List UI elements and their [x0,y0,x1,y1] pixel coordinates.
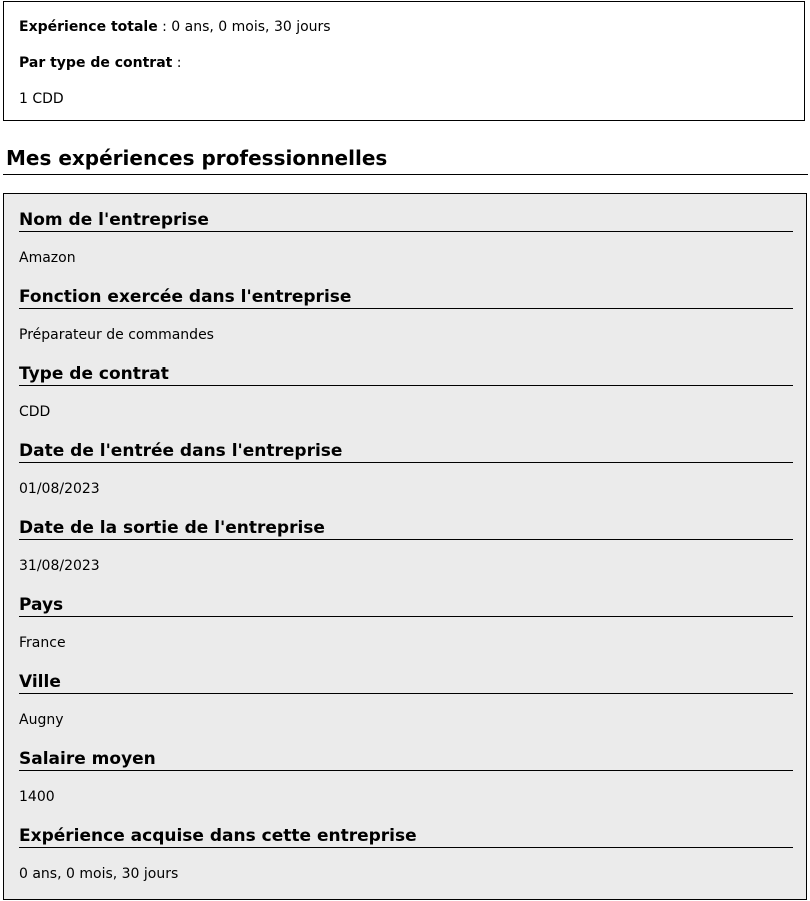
field-value: 0 ans, 0 mois, 30 jours [19,866,179,882]
total-experience-label: Expérience totale [19,19,158,35]
field-acquired-experience [19,825,793,883]
total-experience-value: : 0 ans, 0 mois, 30 jours [157,19,331,35]
field-label: Type de contrat [19,363,793,386]
field-value: 01/08/2023 [19,481,100,497]
field-contract-type [19,363,793,421]
field-city [19,671,793,729]
field-start-date [19,440,793,498]
section-divider [3,174,808,175]
field-country [19,594,793,652]
field-label: Fonction exercée dans l'entreprise [19,286,793,309]
field-job-function [19,286,793,344]
field-value: Augny [19,712,64,728]
field-label: Date de l'entrée dans l'entreprise [19,440,793,463]
contract-type-label: Par type de contrat [19,55,173,71]
field-label: Nom de l'entreprise [19,209,793,232]
field-label: Pays [19,594,793,617]
field-label: Date de la sortie de l'entreprise [19,517,793,540]
field-label: Expérience acquise dans cette entreprise [19,825,793,848]
field-value: Préparateur de commandes [19,327,214,343]
field-value: 1400 [19,789,55,805]
field-label: Salaire moyen [19,748,793,771]
field-end-date [19,517,793,575]
field-label: Ville [19,671,793,694]
field-value: Amazon [19,250,76,266]
contract-type-line [19,54,182,72]
field-value: CDD [19,404,51,420]
experience-card [3,193,807,900]
field-value: France [19,635,66,651]
total-experience-line [19,18,331,36]
contract-count: 1 CDD [19,91,64,107]
experience-summary-box [3,1,805,121]
field-value: 31/08/2023 [19,558,100,574]
field-average-salary [19,748,793,806]
contract-type-suffix: : [172,55,182,71]
section-title: Mes expériences professionnelles [6,146,388,170]
field-company-name [19,209,793,267]
